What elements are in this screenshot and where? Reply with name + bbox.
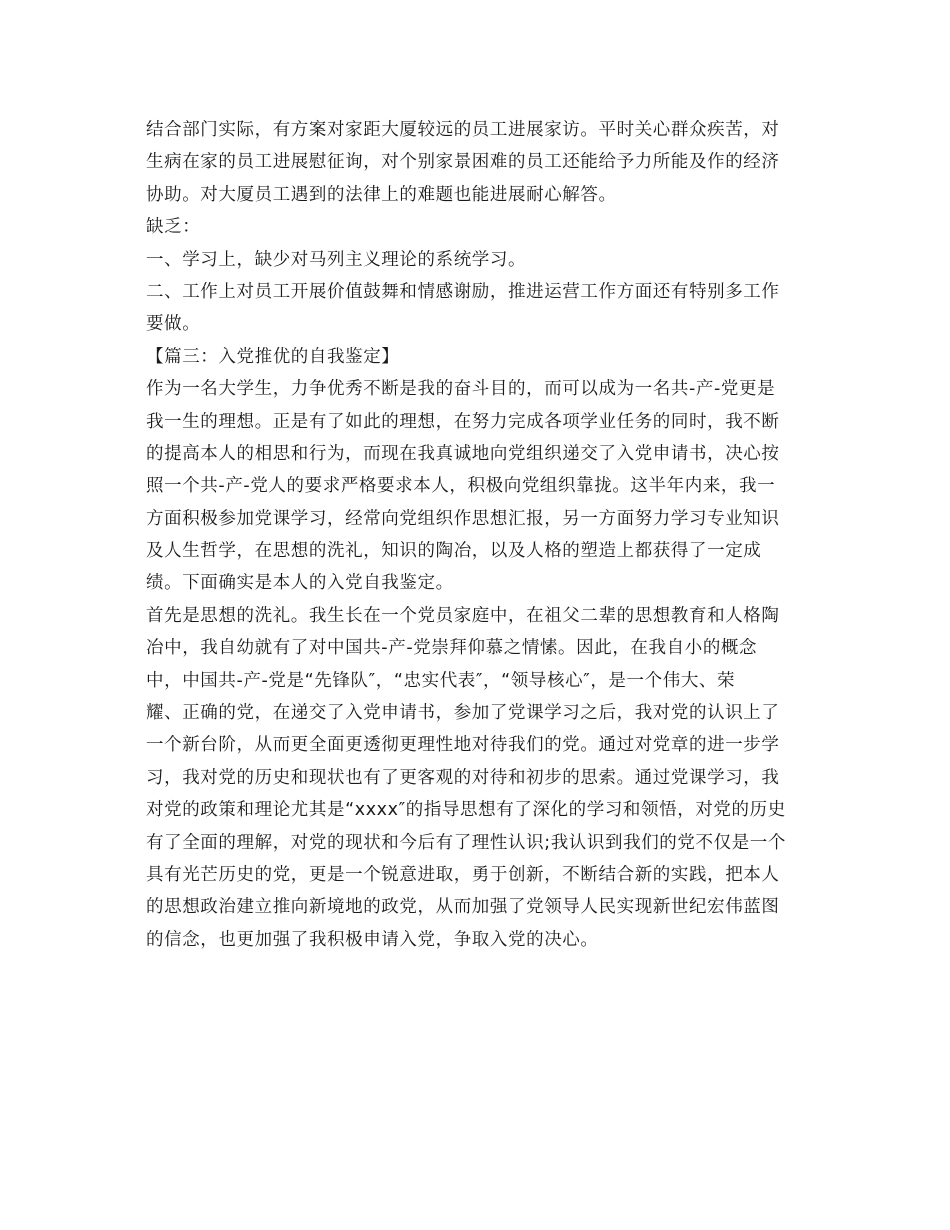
text-line: 中，中国共-产-党是“先锋队″，“忠实代表″，“领导核心″，是一个伟大、荣	[146, 670, 736, 691]
document-body	[146, 114, 810, 956]
text-line: 作为一名大学生，力争优秀不断是我的奋斗目的，而可以成为一名共-产-党更是	[146, 379, 776, 400]
text-line: 照一个共-产-党人的要求严格要求本人，积极向党组织靠拢。这半年内来，我一	[146, 476, 776, 497]
text-line: 的信念，也更加强了我积极申请入党，争取入党的决心。	[146, 929, 599, 950]
text-line: 协助。对大厦员工遇到的法律上的难题也能进展耐心解答。	[146, 184, 617, 205]
text-line: 一、学习上，缺少对马列主义理论的系统学习。	[146, 249, 527, 270]
text-line: 生病在家的员工进展慰征询，对个别家景困难的员工还能给予力所能及作的经济	[146, 152, 780, 173]
text-line: 具有光芒历史的党，更是一个锐意进取，勇于创新，不断结合新的实践，把本人	[146, 864, 780, 885]
text-line: 习，我对党的历史和现状也有了更客观的对待和初步的思索。通过党课学习，我	[146, 767, 780, 788]
text-line: 有了全面的理解，对党的现状和今后有了理性认识;我认识到我们的党不仅是一个	[146, 832, 786, 853]
section-heading: 【篇三：入党推优的自我鉴定】	[146, 346, 400, 367]
text-line: 的提高本人的相思和行为，而现在我真诚地向党组织递交了入党申请书，决心按	[146, 443, 780, 464]
text-line: 耀、正确的党，在递交了入党申请书，参加了党课学习之后，我对党的认识上了	[146, 703, 780, 724]
text-line: 首先是思想的洗礼。我生长在一个党员家庭中，在祖父二辈的思想教育和人格陶	[146, 605, 780, 626]
text-line: 我一生的理想。正是有了如此的理想，在努力完成各项学业任务的同时，我不断	[146, 411, 780, 432]
text-line: 要做。	[146, 314, 201, 335]
text-line: 对党的政策和理论尤其是“xxxx″的指导思想有了深化的学习和领悟，对党的历史	[146, 800, 786, 821]
text-line: 冶中，我自幼就有了对中国共-产-党崇拜仰慕之情愫。因此，在我自小的概念	[146, 638, 758, 659]
text-line: 绩。下面确实是本人的入党自我鉴定。	[146, 573, 454, 594]
text-line: 方面积极参加党课学习，经常向党组织作思想汇报，另一方面努力学习专业知识	[146, 508, 780, 529]
text-line: 的思想政治建立推向新境地的政党，从而加强了党领导人民实现新世纪宏伟蓝图	[146, 897, 780, 918]
text-line: 一个新台阶，从而更全面更透彻更理性地对待我们的党。通过对党章的进一步学	[146, 735, 780, 756]
text-line: 及人生哲学，在思想的洗礼，知识的陶冶，以及人格的塑造上都获得了一定成	[146, 541, 762, 562]
text-line: 缺乏：	[146, 217, 201, 238]
text-line: 结合部门实际，有方案对家距大厦较远的员工进展家访。平时关心群众疾苦，对	[146, 120, 780, 140]
text-line: 二、工作上对员工开展价值鼓舞和情感谢励，推进运营工作方面还有特别多工作	[146, 281, 780, 302]
